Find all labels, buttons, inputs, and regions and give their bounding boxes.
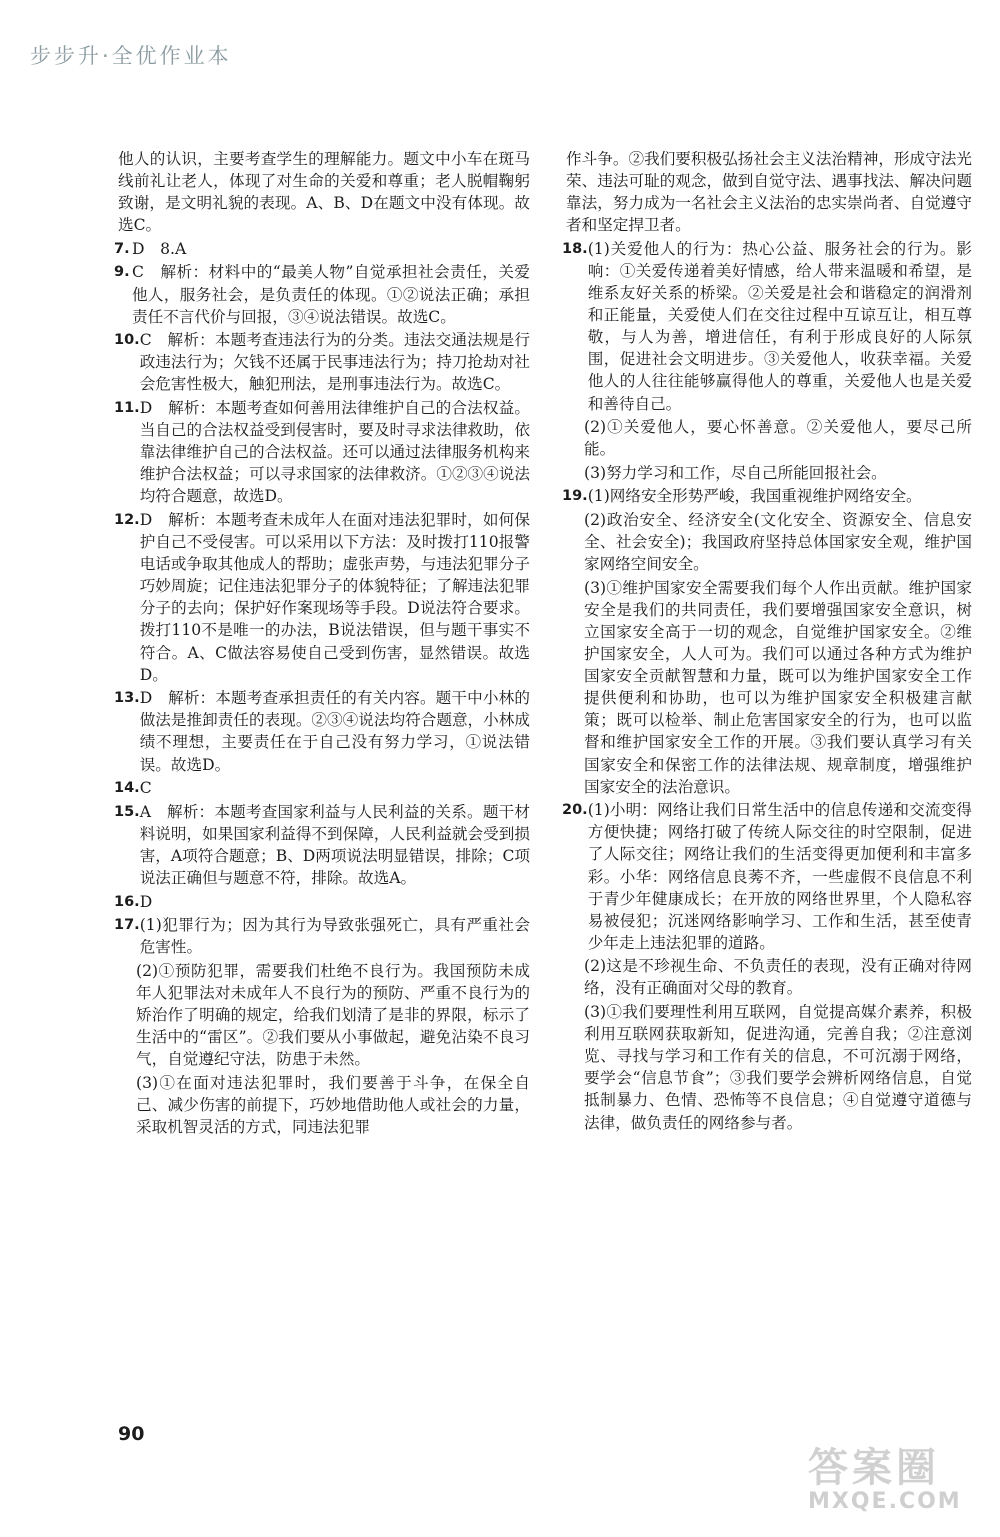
answer-item xyxy=(114,329,530,395)
answer-item xyxy=(114,509,530,686)
item-text: (1)小明：网络让我们日常生活中的信息传递和交流变得方便快捷；网络打破了传统人际交往的时空限制，促进了人际交往；网络让我们的生活变得更加便利和丰富多彩。小华：网络信息良莠不齐，一些虚假不良信息不利于青少年健康成长；在开放的网络世界里，个人隐私容易被侵犯；沉迷网络影响学习、工作和生活，甚至使青少年走上违法犯罪的道路。 xyxy=(587,801,972,952)
answer-subpart: (3)①我们要理性利用互联网，自觉提高媒介素养，积极利用互联网获取新知，促进沟通，完善自我；②注意浏览、寻找与学习和工作有关的信息，不可沉溺于网络，要学会“信息节食”；③我们要学会辨析网络信息，自觉抵制暴力、色情、恐怖等不良信息；④自觉遵守道德与法律，做负责任的网络参与者。 xyxy=(584,1003,972,1132)
answer-subpart: (2)这是不珍视生命、不负责任的表现，没有正确对待网络，没有正确面对父母的教育。 xyxy=(584,957,972,998)
answer-subpart: (2)①预防犯罪，需要我们杜绝不良行为。我国预防未成年人犯罪法对未成年人不良行为的预防、严重不良行为的矫治作了明确的规定，给我们划清了是非的界限，标示了生活中的“雷区”。②我们要从小事做起，避免沾染不良习气，自觉遵纪守法，防患于未然。 xyxy=(136,961,530,1069)
item-text: D 解析：本题考查未成年人在面对违法犯罪时，如何保护自己不受侵害。可以采用以下方法：及时拨打110报警电话或争取其他成人的帮助；虚张声势，与违法犯罪分子巧妙周旋；记住违法犯罪分子的体貌特征；了解违法犯罪分子的去向；保护好作案现场等手段。D说法符合要求。拨打110不是唯一的办法，B说法错误，但与题干事实不符合。A、C做法容易使自己受到伤害，显然错误。故选D。 xyxy=(139,511,530,684)
answer-item xyxy=(562,799,972,954)
item-number: 12. xyxy=(114,512,140,528)
answer-item xyxy=(114,397,530,507)
answer-item xyxy=(562,485,972,507)
item-number: 13. xyxy=(114,690,140,707)
answer-item xyxy=(114,891,530,913)
left-column xyxy=(114,148,530,1140)
answer-item xyxy=(562,238,972,415)
item-text: D xyxy=(139,892,153,911)
item-text: D 8.A xyxy=(132,239,187,258)
item-number: 10. xyxy=(114,332,140,349)
answer-item xyxy=(114,777,530,799)
item-number: 20. xyxy=(562,802,588,819)
item-text: C xyxy=(139,779,152,798)
item-text: (1)犯罪行为；因为其行为导致张强死亡，具有严重社会危害性。 xyxy=(139,916,530,957)
item-text: C 解析：材料中的“最美人物”自觉承担社会责任，关爱他人，服务社会，是负责任的体现。①②说法正确；承担责任不言代价与回报，③④说法错误。故选C。 xyxy=(132,263,530,326)
answer-subpart: (3)①在面对违法犯罪时，我们要善于斗争，在保全自己、减少伤害的前提下，巧妙地借助他人或社会的力量，采取机智灵活的方式，同违法犯罪 xyxy=(136,1073,530,1137)
watermark-url: MXQE.COM xyxy=(808,1489,962,1514)
answer-subpart: (3)①维护国家安全需要我们每个人作出贡献。维护国家安全是我们的共同责任，我们要增强国家安全意识，树立国家安全高于一切的观念，自觉维护国家安全。②维护国家安全，人人可为。我们可以通过各种方式为维护国家安全贡献智慧和力量，既可以为维护国家安全工作提供便利和协助，也可以为维护国家安全积极建言献策；既可以检举、制止危害国家安全的行为，也可以监督和维护国家安全工作的开展。③我们要认真学习有关国家安全和保密工作的法律法规、规章制度，增强维护国家安全的法治意识。 xyxy=(584,578,972,796)
item-number: 15. xyxy=(114,803,140,820)
watermark-title: 答案圈 xyxy=(808,1445,940,1491)
right-column xyxy=(562,148,972,1135)
answer-item xyxy=(114,261,530,327)
item-number: 11. xyxy=(114,400,140,417)
item-number: 16. xyxy=(114,893,140,910)
item-number: 14. xyxy=(114,780,140,797)
item-number: 9. xyxy=(114,264,130,281)
item-number: 17. xyxy=(114,917,140,934)
page-number: 90 xyxy=(118,1423,145,1445)
answer-subpart: (2)①关爱他人，要心怀善意。②关爱他人，要尽己所能。 xyxy=(584,418,972,459)
answer-item xyxy=(114,687,530,775)
item-text: D 解析：本题考查如何善用法律维护自己的合法权益。当自己的合法权益受到侵害时，要及时寻求法律救助，依靠法律维护自己的合法权益。还可以通过法律服务机构来维护合法权益；可以寻求国家的法律救济。①②③④说法均符合题意，故选D。 xyxy=(139,399,530,506)
left-intro-text: 他人的认识，主要考查学生的理解能力。题文中小车在斑马线前礼让老人，体现了对生命的关爱和尊重；老人脱帽鞠躬致谢，是文明礼貌的表现。A、B、D在题文中没有体现。故选C。 xyxy=(118,150,530,235)
answer-item xyxy=(114,914,530,958)
item-text: (1)关爱他人的行为：热心公益、服务社会的行为。影响：①关爱传递着美好情感，给人带来温暖和希望，是维系友好关系的桥梁。②关爱是社会和谐稳定的润滑剂和正能量，关爱使人们在交往过程中互谅互让，相互尊敬，与人为善，增进信任，有利于形成良好的人际氛围，促进社会文明进步。③关爱他人，收获幸福。关爱他人的人往往能够赢得他人的尊重，关爱他人也是关爱和善待自己。 xyxy=(587,239,972,413)
answer-subpart: (2)政治安全、经济安全(文化安全、资源安全、信息安全、社会安全)；我国政府坚持总体国家安全观，维护国家网络空间安全。 xyxy=(584,511,972,574)
item-number: 7. xyxy=(114,240,130,257)
right-intro-text: 作斗争。②我们要积极弘扬社会主义法治精神，形成守法光荣、违法可耻的观念，做到自觉守法、遇事找法、解决问题靠法，努力成为一名社会主义法治的忠实崇尚者、自觉遵守者和坚定捍卫者。 xyxy=(566,150,972,235)
answer-item xyxy=(114,238,530,260)
item-text: (1)网络安全形势严峻，我国重视维护网络安全。 xyxy=(587,487,922,506)
item-text: C 解析：本题考查违法行为的分类。违法交通法规是行政违法行为；欠钱不还属于民事违法行为；持刀抢劫对社会危害性极大，触犯刑法，是刑事违法行为。故选C。 xyxy=(139,331,530,394)
item-number: 18. xyxy=(562,240,588,257)
item-text: D 解析：本题考查承担责任的有关内容。题干中小林的做法是推卸责任的表现。②③④说法均符合题意，小林成绩不理想，主要责任在于自己没有努力学习，①说法错误。故选D。 xyxy=(139,689,530,774)
watermark-logo xyxy=(808,1436,978,1526)
item-text: A 解析：本题考查国家利益与人民利益的关系。题干材料说明，如果国家利益得不到保障，人民利益就会受到损害，A项符合题意；B、D两项说法明显错误，排除；C项说法正确但与题意不符，排除。故选A。 xyxy=(139,802,530,887)
answer-subpart: (3)努力学习和工作，尽自己所能回报社会。 xyxy=(584,463,887,482)
page-header-title: 步步升·全优作业本 xyxy=(30,44,232,68)
answer-item xyxy=(114,801,530,889)
item-number: 19. xyxy=(562,488,588,505)
